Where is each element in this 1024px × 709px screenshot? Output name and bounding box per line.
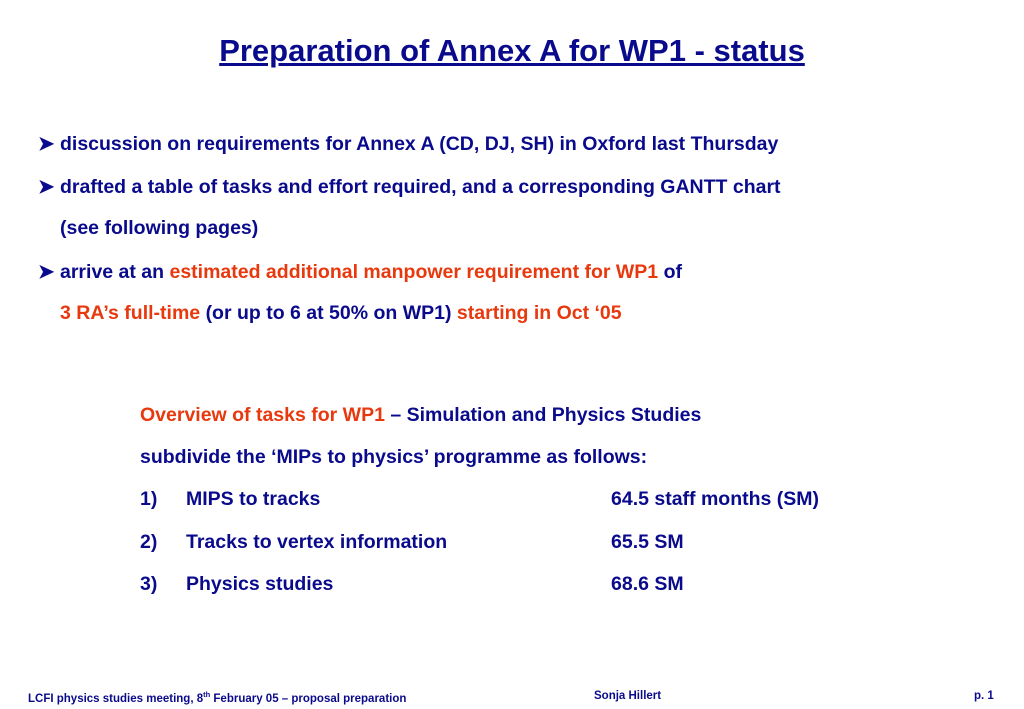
slide-title: Preparation of Annex A for WP1 - status xyxy=(219,33,805,68)
bullet-3 xyxy=(38,260,682,284)
overview-heading-red: Overview of tasks for WP1 xyxy=(140,404,385,426)
bullet-3-highlight: estimated additional manpower requirement for WP1 xyxy=(169,261,659,283)
bullet-2-text: drafted a table of tasks and effort required, and a corresponding GANTT chart xyxy=(60,176,781,198)
task-effort: 64.5 staff months (SM) xyxy=(611,488,820,510)
task-number: 2) xyxy=(140,531,158,553)
bullet-2-continuation: (see following pages) xyxy=(60,217,259,239)
footer-page-number: p. 1 xyxy=(974,690,994,702)
arrow-bullet-icon: ➤ xyxy=(38,261,55,283)
task-effort: 65.5 SM xyxy=(611,531,684,553)
footer-author: Sonja Hillert xyxy=(594,690,662,702)
ra-alternative: (or up to 6 at 50% on WP1) xyxy=(205,302,452,324)
arrow-bullet-icon: ➤ xyxy=(38,176,55,198)
ra-fulltime: 3 RA’s full-time xyxy=(60,302,201,324)
bullet-3-post: of xyxy=(663,261,682,283)
bullet-3-continuation xyxy=(60,302,622,325)
footer-meeting xyxy=(28,690,406,705)
footer-meeting-post: February 05 – proposal preparation xyxy=(210,692,407,705)
overview-heading xyxy=(140,404,701,427)
arrow-bullet-icon: ➤ xyxy=(38,133,55,155)
footer-meeting-pre: LCFI physics studies meeting, 8 xyxy=(28,692,204,705)
bullet-3-pre: arrive at an xyxy=(60,261,165,283)
bullet-1 xyxy=(38,132,778,156)
overview-subline: subdivide the ‘MIPs to physics’ programme as follows: xyxy=(140,446,648,468)
task-name: Tracks to vertex information xyxy=(186,531,448,553)
task-number: 1) xyxy=(140,488,158,510)
task-name: MIPS to tracks xyxy=(186,488,321,510)
task-number: 3) xyxy=(140,573,158,595)
bullet-2 xyxy=(38,175,781,199)
bullet-1-text: discussion on requirements for Annex A (CD, DJ, SH) in Oxford last Thursday xyxy=(60,133,779,155)
task-effort: 68.6 SM xyxy=(611,573,684,595)
overview-heading-rest: – Simulation and Physics Studies xyxy=(390,404,702,426)
start-date: starting in Oct ‘05 xyxy=(456,302,622,324)
task-name: Physics studies xyxy=(186,573,334,595)
footer-meeting-sup: th xyxy=(203,690,211,699)
